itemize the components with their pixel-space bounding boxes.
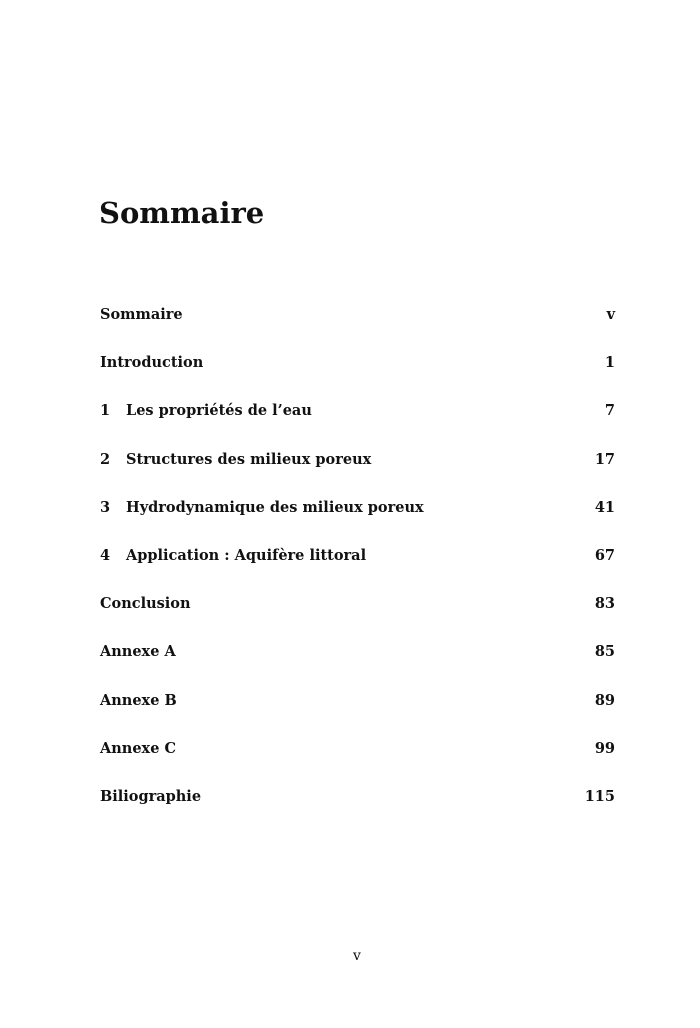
toc-entry-page: 99	[594, 739, 615, 757]
toc-entry-page: 67	[594, 546, 615, 564]
toc-entry[interactable]	[100, 451, 615, 499]
toc-entry-label: Annexe C	[100, 739, 177, 757]
toc-entry-page: 85	[594, 643, 615, 661]
toc-entry[interactable]	[100, 740, 615, 788]
toc-entry[interactable]	[100, 306, 615, 354]
toc-entry[interactable]	[100, 402, 615, 450]
page-title: Sommaire	[99, 196, 265, 230]
toc-entry-label: Annexe B	[100, 691, 177, 709]
toc-entry-number: 4	[100, 546, 111, 564]
toc-entry-label: Annexe A	[100, 643, 176, 661]
toc-entry[interactable]	[100, 643, 615, 691]
page-number: v	[353, 948, 361, 964]
toc-entry-label: Hydrodynamique des milieux poreux	[126, 498, 424, 516]
toc-entry[interactable]	[100, 692, 615, 740]
toc-entry-number: 1	[100, 402, 111, 420]
toc-entry-page: 83	[594, 595, 615, 613]
toc-entry-label: Structures des milieux poreux	[126, 450, 372, 468]
toc-entry[interactable]	[100, 595, 615, 643]
toc-entry[interactable]	[100, 354, 615, 402]
toc-entry-label: Sommaire	[100, 306, 183, 323]
toc-entry-page: 115	[584, 787, 615, 805]
toc-entry-page: 17	[594, 450, 615, 468]
toc-entry-page: 7	[604, 402, 615, 420]
toc-entry-number: 2	[100, 450, 111, 468]
toc-entry-label: Biliographie	[100, 787, 202, 805]
toc-entry-label: Application : Aquifère littoral	[126, 546, 367, 564]
toc-entry-page: 89	[594, 691, 615, 709]
toc-entry-number: 3	[100, 498, 111, 516]
toc-entry[interactable]	[100, 547, 615, 595]
toc-entry[interactable]	[100, 788, 615, 836]
toc-entry-label: Les propriétés de l’eau	[126, 402, 312, 420]
toc-entry-label: Introduction	[100, 354, 204, 372]
table-of-contents	[100, 306, 615, 836]
toc-entry[interactable]	[100, 499, 615, 547]
toc-entry-label: Conclusion	[100, 595, 191, 613]
toc-entry-page: 1	[604, 354, 615, 372]
toc-entry-page: 41	[594, 498, 615, 516]
toc-entry-page: v	[606, 306, 615, 323]
